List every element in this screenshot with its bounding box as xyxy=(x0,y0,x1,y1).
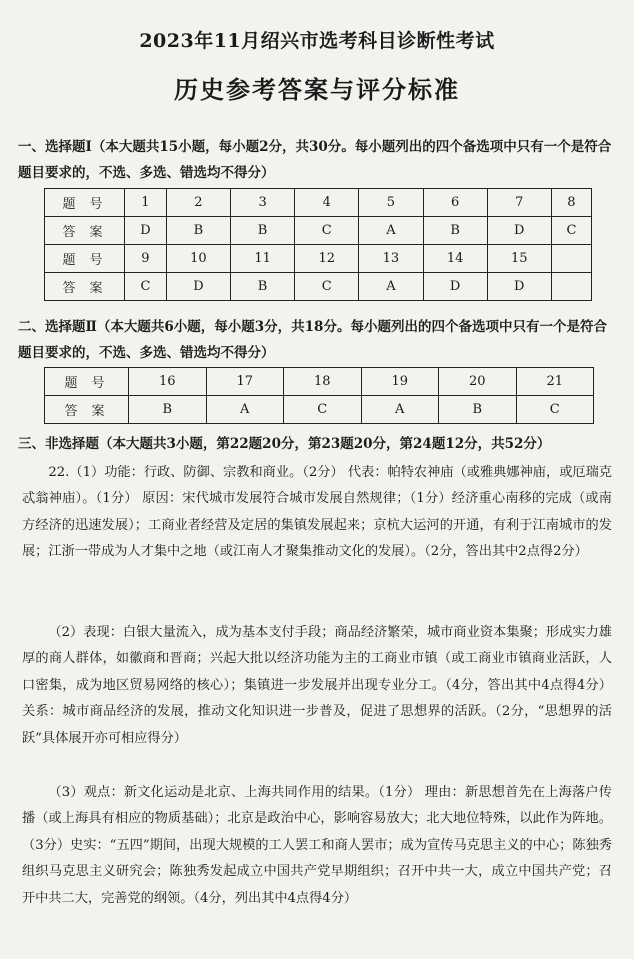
question-number: 16 xyxy=(129,368,207,396)
question-number: 18 xyxy=(284,368,362,396)
answer-cell: C xyxy=(284,396,362,424)
table-row xyxy=(45,189,592,217)
question-number-label: 题号 xyxy=(45,189,125,217)
question-number: 5 xyxy=(359,189,423,217)
question-number: 14 xyxy=(423,245,487,273)
section2-answer-table xyxy=(44,367,594,424)
question-number: 19 xyxy=(361,368,439,396)
answer-cell: A xyxy=(359,273,423,301)
answer-label: 答案 xyxy=(45,273,125,301)
answer-cell: C xyxy=(295,273,359,301)
question-number: 17 xyxy=(206,368,284,396)
answer-cell: C xyxy=(551,217,591,245)
question-number: 11 xyxy=(231,245,295,273)
question-number: 7 xyxy=(487,189,551,217)
question-number: 15 xyxy=(487,245,551,273)
answer-cell: A xyxy=(359,217,423,245)
answer-cell: B xyxy=(231,217,295,245)
exam-title: 2023年11月绍兴市选考科目诊断性考试 xyxy=(139,30,495,52)
section1-heading: 一、选择题Ⅰ（本大题共15小题，每小题2分，共30分。每小题列出的四个备选项中只有一个是符合题目要求的，不选、多选、错选均不得分） xyxy=(18,139,612,181)
question-number: 1 xyxy=(125,189,167,217)
answer-cell: B xyxy=(231,273,295,301)
answer-22-part1: 22.（1）功能：行政、防御、宗教和商业。（2分） 代表：帕特农神庙（或雅典娜神庙，或厄瑞克忒翁神庙）。（1分） 原因：宋代城市发展符合城市发展自然规律；（1分）经济重心南移的完成（或南方经济的迅速发展）；工商业者经营及定居的集镇发展起来；京杭大运河的开通，有利于江南城市的发展；江浙一带成为人才集中之地（或江南人才聚集推动文化的发展）。（2分，答出其中2点得2分） xyxy=(22,465,612,560)
answer-cell: D xyxy=(487,273,551,301)
question-number xyxy=(551,245,591,273)
answer-cell: B xyxy=(423,217,487,245)
answer-cell: D xyxy=(423,273,487,301)
table-row xyxy=(45,396,594,424)
answer-label: 答案 xyxy=(45,396,129,424)
answer-cell: A xyxy=(206,396,284,424)
section3-heading: 三、非选择题（本大题共3小题，第22题20分，第23题20分，第24题12分，共52分） xyxy=(18,436,551,452)
answer-cell: D xyxy=(487,217,551,245)
table-row xyxy=(45,368,594,396)
answer-label: 答案 xyxy=(45,217,125,245)
document-title: 历史参考答案与评分标准 xyxy=(174,75,460,104)
question-number: 21 xyxy=(516,368,594,396)
section2-heading: 二、选择题Ⅱ（本大题共6小题，每小题3分，共18分。每小题列出的四个备选项中只有一个是符合题目要求的，不选、多选、错选均不得分） xyxy=(18,319,607,361)
answer-cell: C xyxy=(125,273,167,301)
question-number: 6 xyxy=(423,189,487,217)
question-number: 4 xyxy=(295,189,359,217)
answer-cell: A xyxy=(361,396,439,424)
question-number: 3 xyxy=(231,189,295,217)
answer-22-part2: （2）表现：白银大量流入，成为基本支付手段；商品经济繁荣，城市商业资本集聚；形成实力雄厚的商人群体，如徽商和晋商；兴起大批以经济功能为主的工商业市镇（或工商业市镇商业活跃，人口密集，成为地区贸易网络的核心）；集镇进一步发展并出现专业分工。（4分，答出其中4点得4分） 关系：城市商品经济的发展，推动文化知识进一步普及，促进了思想界的活跃。（2分，“思想界的活跃”具体展开亦可相应得分） xyxy=(22,625,612,746)
question-number: 13 xyxy=(359,245,423,273)
table-row xyxy=(45,217,592,245)
question-number: 10 xyxy=(166,245,230,273)
section1-answer-table xyxy=(44,188,592,301)
question-number: 2 xyxy=(166,189,230,217)
question-number-label: 题号 xyxy=(45,245,125,273)
question-number: 12 xyxy=(295,245,359,273)
answer-cell: D xyxy=(125,217,167,245)
answer-cell: B xyxy=(129,396,207,424)
answer-cell xyxy=(551,273,591,301)
question-number: 20 xyxy=(439,368,517,396)
answer-cell: C xyxy=(516,396,594,424)
table-row xyxy=(45,273,592,301)
question-number: 9 xyxy=(125,245,167,273)
answer-cell: C xyxy=(295,217,359,245)
question-number: 8 xyxy=(551,189,591,217)
question-number-label: 题号 xyxy=(45,368,129,396)
answer-22-part3: （3）观点：新文化运动是北京、上海共同作用的结果。（1分） 理由：新思想首先在上海落户传播（或上海具有相应的物质基础）；北京是政治中心，影响容易放大；北大地位特殊，以此作为阵地。（3分）史实：“五四”期间，出现大规模的工人罢工和商人罢市；成为宣传马克思主义的中心；陈独秀组织马克思主义研究会；陈独秀发起成立中国共产党早期组织；召开中共一大，成立中国共产党；召开中共二大，完善党的纲领。（4分，列出其中4点得4分） xyxy=(22,785,612,906)
answer-cell: B xyxy=(166,217,230,245)
answer-cell: D xyxy=(166,273,230,301)
table-row xyxy=(45,245,592,273)
answer-cell: B xyxy=(439,396,517,424)
